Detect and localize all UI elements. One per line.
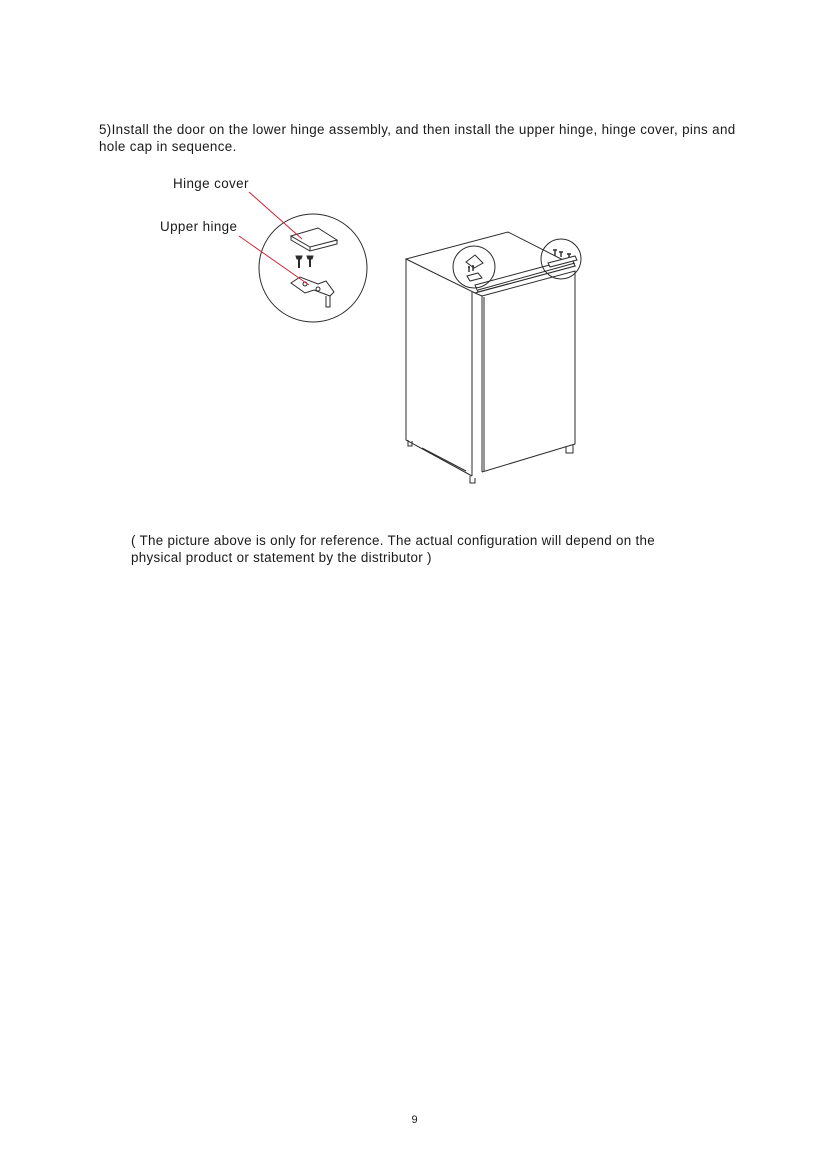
upper-hinge-part [291, 277, 334, 307]
page-number: 9 [411, 1114, 418, 1126]
hinge-cover-leader [249, 192, 302, 239]
hinge-cover-label: Hinge cover [173, 176, 249, 191]
reference-note: ( The picture above is only for reference. The actual configuration will depend on the physical product or statement by the distributor ) [131, 533, 656, 565]
refrigerator [406, 232, 575, 483]
upper-hinge-label: Upper hinge [160, 219, 238, 234]
installation-diagram [0, 0, 829, 520]
left-hinge-detail [466, 255, 483, 281]
instruction-step-5: 5)Install the door on the lower hinge assembly, and then install the upper hinge, hinge cover, pins and hole cap in sequence. [99, 122, 736, 154]
screw-pins [296, 256, 313, 268]
hinge-cover-part [291, 228, 337, 251]
